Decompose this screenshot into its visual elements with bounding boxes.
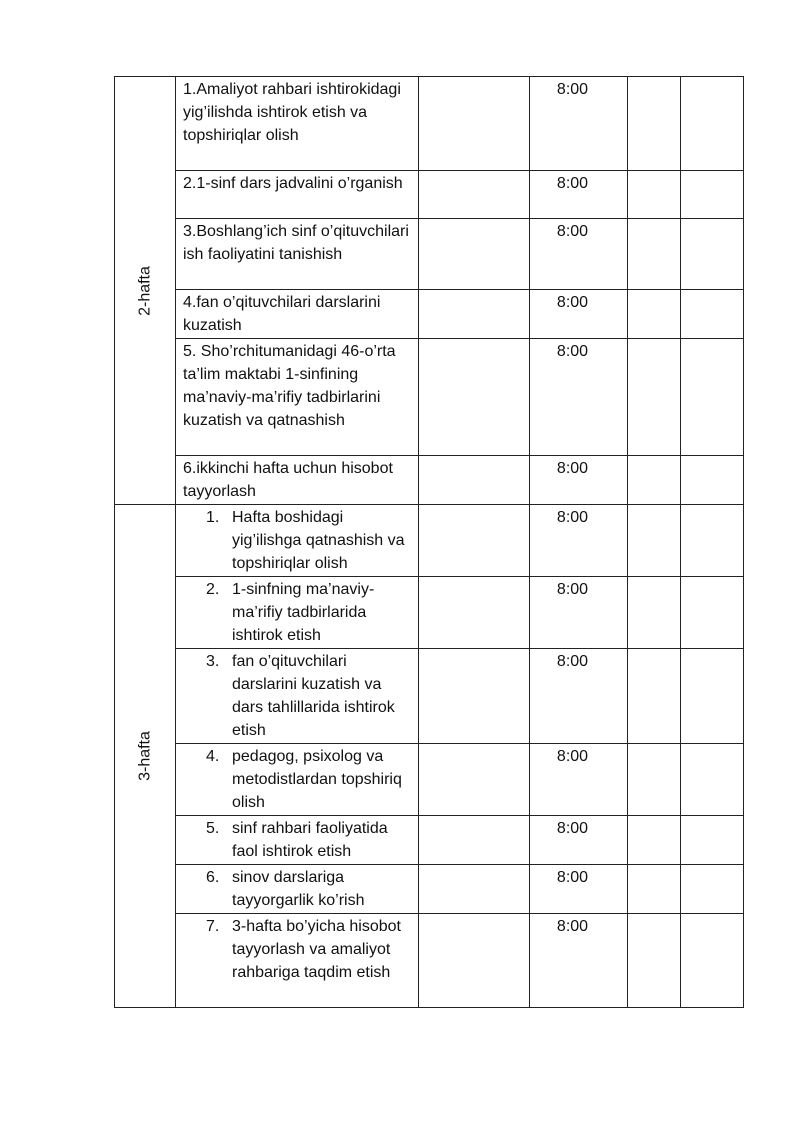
- time-cell: 8:00: [530, 339, 628, 456]
- task-cell: [176, 649, 419, 744]
- time-cell: 8:00: [530, 505, 628, 577]
- task-cell: [176, 171, 419, 219]
- empty-cell: [681, 649, 744, 744]
- empty-cell: [419, 744, 530, 816]
- empty-cell: [628, 339, 681, 456]
- task-cell: [176, 816, 419, 865]
- task-cell: [176, 339, 419, 456]
- task-cell: [176, 290, 419, 339]
- task-number: 5.: [206, 820, 220, 837]
- practice-schedule-table: [114, 76, 744, 1008]
- task-text: sinov darslariga tayyorgarlik ko’rish: [232, 869, 365, 909]
- table-row: [115, 505, 744, 577]
- week-label: 3-hafta: [136, 731, 154, 781]
- task-text: sinf rahbari faoliyatida faol ishtirok etish: [232, 820, 388, 860]
- empty-cell: [681, 339, 744, 456]
- task-text: 6.ikkinchi hafta uchun hisobot tayyorlash: [183, 460, 393, 500]
- task-text: 1-sinfning ma’naviy-ma’rifiy tadbirlarida ishtirok etish: [232, 581, 375, 644]
- empty-cell: [628, 219, 681, 290]
- empty-cell: [681, 577, 744, 649]
- empty-cell: [681, 505, 744, 577]
- time-cell: 8:00: [530, 456, 628, 505]
- empty-cell: [419, 290, 530, 339]
- task-cell: [176, 505, 419, 577]
- task-number: 4.: [206, 748, 220, 765]
- empty-cell: [681, 456, 744, 505]
- task-number: 2.: [206, 581, 220, 598]
- empty-cell: [681, 816, 744, 865]
- table-row: [115, 744, 744, 816]
- empty-cell: [628, 865, 681, 914]
- empty-cell: [419, 219, 530, 290]
- task-text: 5. Sho’rchitumanidagi 46-o’rta ta’lim maktabi 1-sinfining ma’naviy-ma’rifiy tadbirlarini kuzatish va qatnashish: [183, 343, 396, 429]
- empty-cell: [628, 171, 681, 219]
- week-cell: [115, 505, 176, 1008]
- task-cell: [176, 744, 419, 816]
- empty-cell: [681, 744, 744, 816]
- week-cell: [115, 77, 176, 505]
- task-text: pedagog, psixolog va metodistlardan topshiriq olish: [232, 748, 402, 811]
- task-cell: [176, 865, 419, 914]
- empty-cell: [628, 456, 681, 505]
- time-cell: 8:00: [530, 290, 628, 339]
- table-row: [115, 816, 744, 865]
- empty-cell: [419, 649, 530, 744]
- table-row: [115, 577, 744, 649]
- empty-cell: [681, 77, 744, 171]
- task-number: 7.: [206, 918, 220, 935]
- task-cell: [176, 914, 419, 1008]
- task-cell: [176, 77, 419, 171]
- empty-cell: [628, 290, 681, 339]
- time-cell: 8:00: [530, 865, 628, 914]
- table-row: [115, 339, 744, 456]
- empty-cell: [419, 505, 530, 577]
- task-cell: [176, 219, 419, 290]
- task-cell: [176, 577, 419, 649]
- empty-cell: [628, 505, 681, 577]
- empty-cell: [628, 914, 681, 1008]
- task-text: 1.Amaliyot rahbari ishtirokidagi yig’ilishda ishtirok etish va topshiriqlar olish: [183, 81, 401, 144]
- table-row: [115, 77, 744, 171]
- task-text: fan o’qituvchilari darslarini kuzatish va dars tahlillarida ishtirok etish: [232, 653, 395, 739]
- empty-cell: [419, 77, 530, 171]
- table-row: [115, 456, 744, 505]
- table-row: [115, 649, 744, 744]
- task-text: 3-hafta bo’yicha hisobot tayyorlash va amaliyot rahbariga taqdim etish: [232, 918, 401, 981]
- empty-cell: [628, 77, 681, 171]
- task-number: 6.: [206, 869, 220, 886]
- time-cell: 8:00: [530, 744, 628, 816]
- time-cell: 8:00: [530, 914, 628, 1008]
- empty-cell: [628, 816, 681, 865]
- table-row: [115, 171, 744, 219]
- time-cell: 8:00: [530, 816, 628, 865]
- task-number: 3.: [206, 653, 220, 670]
- week-label: 2-hafta: [136, 265, 154, 316]
- time-cell: 8:00: [530, 649, 628, 744]
- empty-cell: [681, 865, 744, 914]
- time-cell: 8:00: [530, 577, 628, 649]
- task-text: 3.Boshlang’ich sinf o’qituvchilari ish faoliyatini tanishish: [183, 223, 409, 263]
- empty-cell: [628, 577, 681, 649]
- empty-cell: [681, 914, 744, 1008]
- table-row: [115, 914, 744, 1008]
- empty-cell: [419, 171, 530, 219]
- table-row: [115, 219, 744, 290]
- empty-cell: [628, 649, 681, 744]
- task-text: 4.fan o’qituvchilari darslarini kuzatish: [183, 294, 381, 334]
- task-text: 2.1-sinf dars jadvalini o’rganish: [183, 175, 403, 192]
- empty-cell: [419, 816, 530, 865]
- time-cell: 8:00: [530, 77, 628, 171]
- empty-cell: [419, 914, 530, 1008]
- empty-cell: [419, 339, 530, 456]
- empty-cell: [681, 290, 744, 339]
- task-number: 1.: [206, 509, 220, 526]
- table-row: [115, 865, 744, 914]
- task-cell: [176, 456, 419, 505]
- empty-cell: [419, 577, 530, 649]
- table-row: [115, 290, 744, 339]
- empty-cell: [681, 171, 744, 219]
- time-cell: 8:00: [530, 219, 628, 290]
- empty-cell: [681, 219, 744, 290]
- empty-cell: [419, 456, 530, 505]
- time-cell: 8:00: [530, 171, 628, 219]
- empty-cell: [628, 744, 681, 816]
- task-text: Hafta boshidagi yig’ilishga qatnashish va topshiriqlar olish: [232, 509, 405, 572]
- empty-cell: [419, 865, 530, 914]
